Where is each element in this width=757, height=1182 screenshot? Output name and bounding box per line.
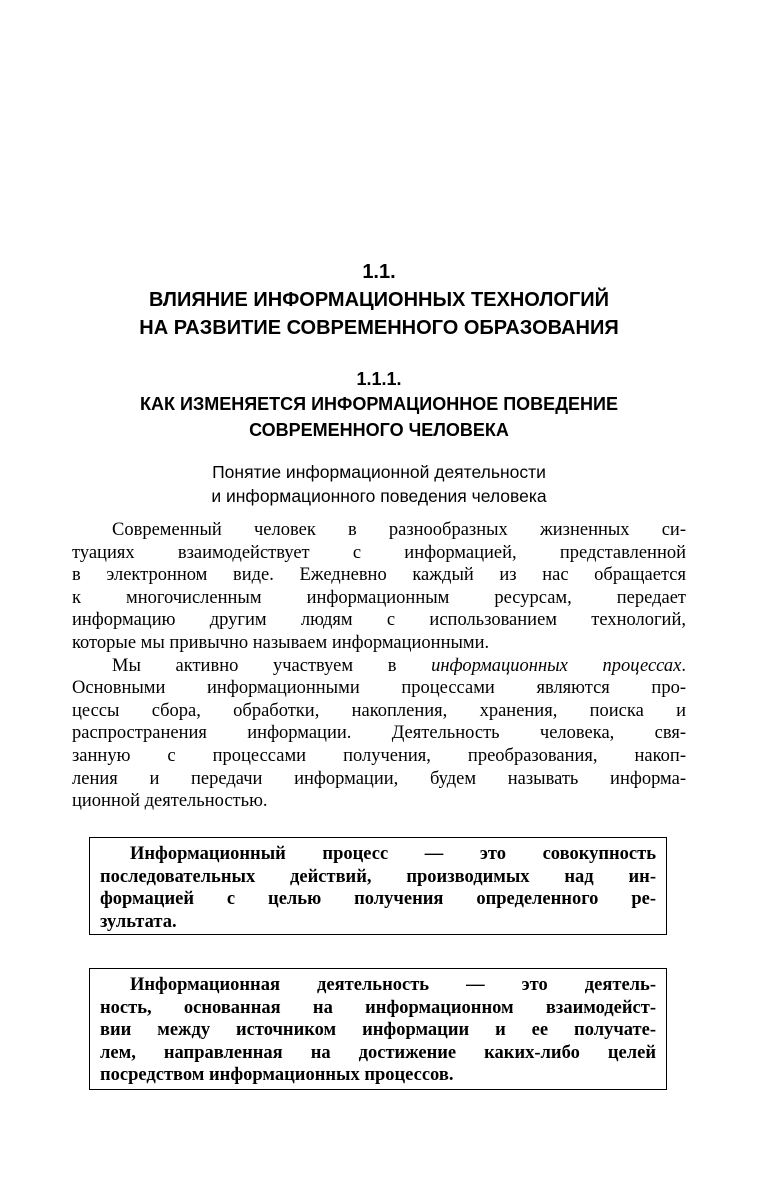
definition-box-information-activity [89,968,667,1090]
text-line: ционной деятельностью. [72,791,268,812]
section-title-line: ВЛИЯНИЕ ИНФОРМАЦИОННЫХ ТЕХНОЛОГИЙ [148,289,610,311]
text-run: . [681,655,686,676]
definition-line: зультата. [100,911,177,932]
definition-line: посредством информационных процессов. [100,1065,454,1086]
text-line: информацию другим людям с использованием технологий, [72,610,686,631]
definition-line: Информационная деятельность — это деятель- [130,975,656,995]
definition-line: формацией с целью получения определенного ре- [100,889,656,910]
text-run: Мы активно участвуем в [112,655,432,676]
definition-line: последовательных действий, производимых над ин- [100,866,656,887]
subsection-title [72,391,686,443]
text-line: цессы сбора, обработки, накопления, хранения, поиска и [72,700,686,721]
text-line: занную с процессами получения, преобразования, накоп- [72,745,686,766]
body-text [72,519,686,813]
text-line: Современный человек в разнообразных жизненных си- [112,520,686,540]
paragraph [72,519,686,655]
definition-line: лем, направленная на достижение каких-либо целей [100,1042,656,1063]
text-line: Основными информационными процессами являются про- [72,678,686,699]
subsection-title-line: СОВРЕМЕННОГО ЧЕЛОВЕКА [249,420,509,440]
text-line: в электронном виде. Ежедневно каждый из нас обращается [72,565,686,586]
text-line [72,655,686,678]
definition-line: вии между источником информации и ее получате- [100,1020,656,1041]
subsection-number: 1.1.1. [356,369,402,389]
subsubsection-title-line: Понятие информационной деятельности [212,462,546,482]
text-line: ления и передачи информации, будем называть информа- [72,768,686,789]
text-line: распространения информации. Деятельность человека, свя- [72,723,686,744]
section-title [72,286,686,342]
book-page [72,0,686,1182]
definition-line: ность, основанная на информационном взаимодейст- [100,997,656,1018]
definition-line: Информационный процесс — это совокупность [130,844,656,864]
section-title-line: НА РАЗВИТИЕ СОВРЕМЕННОГО ОБРАЗОВАНИЯ [139,317,619,339]
subsubsection-title [72,460,686,508]
subsection-title-line: КАК ИЗМЕНЯЕТСЯ ИНФОРМАЦИОННОЕ ПОВЕДЕНИЕ [140,394,618,414]
text-line: туациях взаимодействует с информацией, представленной [72,542,686,563]
subsubsection-title-line: и информационного поведения человека [211,486,547,506]
text-line: которые мы привычно называем информационными. [72,632,490,653]
definition-box-information-process [89,837,667,935]
italic-term: информационных процессах [431,655,682,676]
text-line: к многочисленным информационным ресурсам, передает [72,587,686,608]
paragraph [72,655,686,813]
section-number: 1.1. [362,261,396,283]
